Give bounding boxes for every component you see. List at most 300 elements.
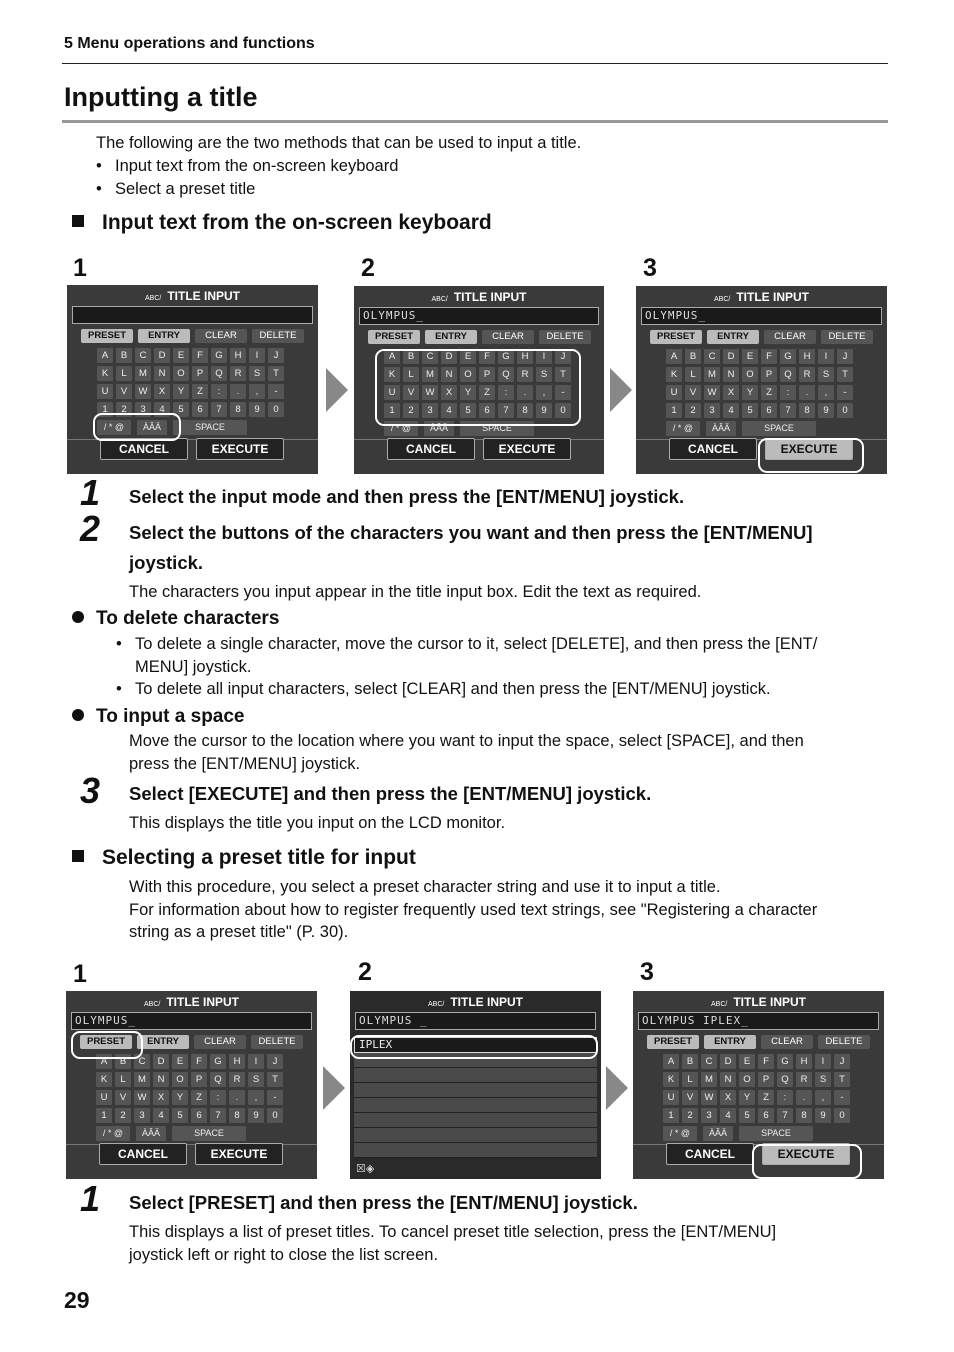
screen-title	[350, 995, 601, 1009]
key-.[interactable]: .	[229, 1090, 245, 1105]
tab-entry[interactable]: ENTRY	[704, 1035, 756, 1049]
key-Y[interactable]: Y	[739, 1090, 755, 1105]
key-Y[interactable]: Y	[742, 385, 758, 400]
key-V[interactable]: V	[403, 385, 419, 400]
key--[interactable]: -	[555, 385, 571, 400]
key-Q[interactable]: Q	[211, 366, 227, 381]
key-K[interactable]: K	[666, 367, 682, 382]
key-R[interactable]: R	[229, 1072, 245, 1087]
key-:[interactable]: :	[777, 1090, 793, 1105]
mode-key[interactable]: ÀÂÄ	[137, 420, 167, 435]
key-K[interactable]: K	[97, 366, 113, 381]
key-C[interactable]: C	[135, 348, 151, 363]
key-U[interactable]: U	[384, 385, 400, 400]
cancel-button[interactable]: CANCEL	[387, 438, 475, 460]
key-Q[interactable]: Q	[780, 367, 796, 382]
key-:[interactable]: :	[498, 385, 514, 400]
key-T[interactable]: T	[267, 1072, 283, 1087]
key-8[interactable]: 8	[517, 403, 533, 418]
key-6[interactable]: 6	[761, 403, 777, 418]
key-8[interactable]: 8	[230, 402, 246, 417]
step-note: The characters you input appear in the title input box. Edit the text as required.	[129, 583, 702, 601]
key-E[interactable]: E	[742, 349, 758, 364]
title-input-box[interactable]: OLYMPUS IPLEX_	[638, 1012, 879, 1030]
key-R[interactable]: R	[796, 1072, 812, 1087]
key-X[interactable]: X	[723, 385, 739, 400]
title-input-box[interactable]: OLYMPUS_	[359, 307, 599, 325]
key-T[interactable]: T	[834, 1072, 850, 1087]
title-input-box[interactable]: OLYMPUS_	[641, 307, 882, 325]
key-W[interactable]: W	[701, 1090, 717, 1105]
execute-button[interactable]: EXECUTE	[762, 1143, 850, 1165]
preset-list-row[interactable]	[354, 1083, 597, 1098]
key--[interactable]: -	[267, 1090, 283, 1105]
key-M[interactable]: M	[704, 367, 720, 382]
key-4[interactable]: 4	[720, 1108, 736, 1123]
key-L[interactable]: L	[685, 367, 701, 382]
dot-bullet-icon	[72, 611, 84, 623]
key-0[interactable]: 0	[268, 402, 284, 417]
key-W[interactable]: W	[704, 385, 720, 400]
abc-mode-label: ABC/	[431, 296, 448, 303]
key-Z[interactable]: Z	[479, 385, 495, 400]
key-S[interactable]: S	[248, 1072, 264, 1087]
key-5[interactable]: 5	[173, 402, 189, 417]
key-2[interactable]: 2	[682, 1108, 698, 1123]
key-1[interactable]: 1	[97, 402, 113, 417]
key-D[interactable]: D	[154, 348, 170, 363]
title-input-box[interactable]: OLYMPUS _	[355, 1012, 596, 1030]
screen-title-text: TITLE INPUT	[450, 995, 523, 1009]
key-M[interactable]: M	[135, 366, 151, 381]
key-L[interactable]: L	[682, 1072, 698, 1087]
tab-preset[interactable]: PRESET	[647, 1035, 699, 1049]
key-V[interactable]: V	[116, 384, 132, 399]
subheading-delete	[72, 608, 279, 630]
title-input-box[interactable]: OLYMPUS_	[71, 1012, 312, 1030]
running-header: 5 Menu operations and functions	[64, 35, 315, 52]
key-B[interactable]: B	[116, 348, 132, 363]
key--[interactable]: -	[268, 384, 284, 399]
mode-key[interactable]: SPACE	[172, 1126, 246, 1141]
step-text: Select [PRESET] and then press the [ENT/MENU] joystick.	[129, 1192, 638, 1213]
key-9[interactable]: 9	[818, 403, 834, 418]
method-item: • Input text from the on-screen keyboard	[115, 155, 398, 178]
cancel-button[interactable]: CANCEL	[669, 438, 757, 460]
key-J[interactable]: J	[834, 1054, 850, 1069]
header-rule	[62, 63, 888, 64]
key-P[interactable]: P	[758, 1072, 774, 1087]
key-E[interactable]: E	[173, 348, 189, 363]
execute-button[interactable]: EXECUTE	[195, 1143, 283, 1165]
key-9[interactable]: 9	[536, 403, 552, 418]
key-R[interactable]: R	[230, 366, 246, 381]
key-U[interactable]: U	[666, 385, 682, 400]
tab-preset[interactable]: PRESET	[80, 1035, 132, 1049]
key-4[interactable]: 4	[153, 1108, 169, 1123]
key-F[interactable]: F	[758, 1054, 774, 1069]
key-4[interactable]: 4	[441, 403, 457, 418]
tab-delete[interactable]: DELETE	[818, 1035, 870, 1049]
key-,[interactable]: ,	[248, 1090, 264, 1105]
execute-button[interactable]: EXECUTE	[765, 438, 853, 460]
key-O[interactable]: O	[739, 1072, 755, 1087]
tab-delete[interactable]: DELETE	[821, 330, 873, 344]
key-6[interactable]: 6	[758, 1108, 774, 1123]
key-2[interactable]: 2	[685, 403, 701, 418]
key-D[interactable]: D	[441, 349, 457, 364]
key-O[interactable]: O	[173, 366, 189, 381]
key-P[interactable]: P	[192, 366, 208, 381]
mode-key[interactable]: ÀÂÄ	[424, 421, 454, 436]
key-N[interactable]: N	[441, 367, 457, 382]
key-2[interactable]: 2	[116, 402, 132, 417]
cancel-button[interactable]: CANCEL	[100, 438, 188, 460]
key-Q[interactable]: Q	[210, 1072, 226, 1087]
screen-title	[636, 290, 887, 304]
tab-delete[interactable]: DELETE	[252, 329, 304, 343]
key-.[interactable]: .	[799, 385, 815, 400]
key-W[interactable]: W	[422, 385, 438, 400]
key-B[interactable]: B	[403, 349, 419, 364]
key-,[interactable]: ,	[815, 1090, 831, 1105]
preset-list-row[interactable]	[354, 1113, 597, 1128]
tab-preset[interactable]: PRESET	[81, 329, 133, 343]
tab-preset[interactable]: PRESET	[368, 330, 420, 344]
mode-key[interactable]: ÀÂÄ	[136, 1126, 166, 1141]
button-row	[67, 439, 318, 468]
key-5[interactable]: 5	[742, 403, 758, 418]
key-H[interactable]: H	[799, 349, 815, 364]
mode-key[interactable]: / * @	[666, 421, 700, 436]
execute-button[interactable]: EXECUTE	[196, 438, 284, 460]
tab-clear[interactable]: CLEAR	[764, 330, 816, 344]
key-I[interactable]: I	[536, 349, 552, 364]
step-note: This displays the title you input on the LCD monitor.	[129, 814, 506, 832]
mode-key[interactable]: ÀÂÄ	[706, 421, 736, 436]
key-E[interactable]: E	[739, 1054, 755, 1069]
key-Y[interactable]: Y	[173, 384, 189, 399]
key-H[interactable]: H	[229, 1054, 245, 1069]
key-Q[interactable]: Q	[777, 1072, 793, 1087]
key-C[interactable]: C	[422, 349, 438, 364]
key-M[interactable]: M	[422, 367, 438, 382]
key-Z[interactable]: Z	[761, 385, 777, 400]
preset-list-row[interactable]	[354, 1143, 597, 1158]
key-U[interactable]: U	[96, 1090, 112, 1105]
key-D[interactable]: D	[723, 349, 739, 364]
key-6[interactable]: 6	[192, 402, 208, 417]
key-7[interactable]: 7	[210, 1108, 226, 1123]
mode-key[interactable]: / * @	[384, 421, 418, 436]
screen-title	[67, 289, 318, 303]
key-A[interactable]: A	[384, 349, 400, 364]
key-B[interactable]: B	[115, 1054, 131, 1069]
key-I[interactable]: I	[249, 348, 265, 363]
key-E[interactable]: E	[172, 1054, 188, 1069]
tab-clear[interactable]: CLEAR	[195, 329, 247, 343]
key-8[interactable]: 8	[796, 1108, 812, 1123]
key-5[interactable]: 5	[172, 1108, 188, 1123]
abc-mode-label: ABC/	[710, 1001, 728, 1008]
screen-title-text: TITLE INPUT	[166, 995, 239, 1009]
key-N[interactable]: N	[154, 366, 170, 381]
key-Q[interactable]: Q	[498, 367, 514, 382]
key-R[interactable]: R	[799, 367, 815, 382]
key-.[interactable]: .	[796, 1090, 812, 1105]
key-,[interactable]: ,	[249, 384, 265, 399]
key-P[interactable]: P	[761, 367, 777, 382]
key-D[interactable]: D	[153, 1054, 169, 1069]
key-S[interactable]: S	[818, 367, 834, 382]
key-B[interactable]: B	[685, 349, 701, 364]
abc-mode-label: ABC/	[427, 1001, 445, 1008]
key-N[interactable]: N	[720, 1072, 736, 1087]
key--[interactable]: -	[837, 385, 853, 400]
tab-clear[interactable]: CLEAR	[761, 1035, 813, 1049]
key-H[interactable]: H	[796, 1054, 812, 1069]
tab-delete[interactable]: DELETE	[251, 1035, 303, 1049]
step-note: This displays a list of preset titles. To cancel preset title selection, press the [ENT/MENU]	[129, 1223, 777, 1241]
key-A[interactable]: A	[663, 1054, 679, 1069]
key-3[interactable]: 3	[701, 1108, 717, 1123]
key-V[interactable]: V	[115, 1090, 131, 1105]
mode-key[interactable]: SPACE	[742, 421, 816, 436]
figure-label: 2	[358, 958, 372, 986]
key-F[interactable]: F	[479, 349, 495, 364]
key-5[interactable]: 5	[460, 403, 476, 418]
key-O[interactable]: O	[460, 367, 476, 382]
key-G[interactable]: G	[780, 349, 796, 364]
key-2[interactable]: 2	[115, 1108, 131, 1123]
key-Z[interactable]: Z	[758, 1090, 774, 1105]
body-text: For information about how to register frequently used text strings, see "Registering a character	[129, 901, 818, 919]
screen-keyboard-mode	[67, 285, 318, 474]
key-8[interactable]: 8	[229, 1108, 245, 1123]
key-3[interactable]: 3	[134, 1108, 150, 1123]
key-6[interactable]: 6	[191, 1108, 207, 1123]
key-L[interactable]: L	[116, 366, 132, 381]
list-footer-icons: ☒◈	[356, 1163, 375, 1175]
key-J[interactable]: J	[268, 348, 284, 363]
key-H[interactable]: H	[517, 349, 533, 364]
key-J[interactable]: J	[555, 349, 571, 364]
key-C[interactable]: C	[701, 1054, 717, 1069]
key-I[interactable]: I	[248, 1054, 264, 1069]
key-G[interactable]: G	[498, 349, 514, 364]
key-1[interactable]: 1	[384, 403, 400, 418]
key-0[interactable]: 0	[267, 1108, 283, 1123]
key-T[interactable]: T	[268, 366, 284, 381]
key-.[interactable]: .	[230, 384, 246, 399]
key-M[interactable]: M	[701, 1072, 717, 1087]
key-2[interactable]: 2	[403, 403, 419, 418]
key-D[interactable]: D	[720, 1054, 736, 1069]
key-5[interactable]: 5	[739, 1108, 755, 1123]
key-K[interactable]: K	[96, 1072, 112, 1087]
page-number: 29	[64, 1287, 90, 1313]
key-B[interactable]: B	[682, 1054, 698, 1069]
key-8[interactable]: 8	[799, 403, 815, 418]
key-F[interactable]: F	[192, 348, 208, 363]
key-X[interactable]: X	[153, 1090, 169, 1105]
mode-key[interactable]: / * @	[663, 1126, 697, 1141]
key-0[interactable]: 0	[837, 403, 853, 418]
intro-text: The following are the two methods that can be used to input a title.	[96, 134, 582, 152]
key-J[interactable]: J	[267, 1054, 283, 1069]
figure-label: 1	[73, 254, 87, 282]
screen-title	[66, 995, 317, 1009]
key-E[interactable]: E	[460, 349, 476, 364]
key-C[interactable]: C	[134, 1054, 150, 1069]
key-1[interactable]: 1	[666, 403, 682, 418]
key-W[interactable]: W	[135, 384, 151, 399]
key-S[interactable]: S	[536, 367, 552, 382]
tab-entry[interactable]: ENTRY	[137, 1035, 189, 1049]
screen-title-text: TITLE INPUT	[736, 290, 809, 304]
cancel-button[interactable]: CANCEL	[666, 1143, 754, 1165]
key-N[interactable]: N	[153, 1072, 169, 1087]
step-text: Select the input mode and then press the [ENT/MENU] joystick.	[129, 486, 685, 507]
key-H[interactable]: H	[230, 348, 246, 363]
key-9[interactable]: 9	[815, 1108, 831, 1123]
key-O[interactable]: O	[172, 1072, 188, 1087]
key-:[interactable]: :	[211, 384, 227, 399]
mode-key[interactable]: SPACE	[739, 1126, 813, 1141]
tab-clear[interactable]: CLEAR	[194, 1035, 246, 1049]
key-M[interactable]: M	[134, 1072, 150, 1087]
key-X[interactable]: X	[720, 1090, 736, 1105]
mode-key[interactable]: ÀÂÄ	[703, 1126, 733, 1141]
key-1[interactable]: 1	[663, 1108, 679, 1123]
key-0[interactable]: 0	[834, 1108, 850, 1123]
key-X[interactable]: X	[441, 385, 457, 400]
key-K[interactable]: K	[663, 1072, 679, 1087]
key-T[interactable]: T	[837, 367, 853, 382]
key-T[interactable]: T	[555, 367, 571, 382]
key-X[interactable]: X	[154, 384, 170, 399]
key-I[interactable]: I	[815, 1054, 831, 1069]
key-1[interactable]: 1	[96, 1108, 112, 1123]
key-Z[interactable]: Z	[192, 384, 208, 399]
key-7[interactable]: 7	[777, 1108, 793, 1123]
key-W[interactable]: W	[134, 1090, 150, 1105]
preset-list-row[interactable]	[354, 1128, 597, 1143]
key-V[interactable]: V	[682, 1090, 698, 1105]
key-C[interactable]: C	[704, 349, 720, 364]
subheading-text: To input a space	[96, 706, 245, 727]
key-6[interactable]: 6	[479, 403, 495, 418]
key-G[interactable]: G	[211, 348, 227, 363]
key-7[interactable]: 7	[211, 402, 227, 417]
key-G[interactable]: G	[777, 1054, 793, 1069]
execute-button[interactable]: EXECUTE	[483, 438, 571, 460]
mode-tabs	[647, 1035, 874, 1049]
key-S[interactable]: S	[249, 366, 265, 381]
subheading-text: To delete characters	[96, 608, 280, 629]
key-9[interactable]: 9	[249, 402, 265, 417]
key-.[interactable]: .	[517, 385, 533, 400]
step-number: 1	[80, 472, 101, 513]
mode-key[interactable]: SPACE	[173, 420, 247, 435]
key-P[interactable]: P	[191, 1072, 207, 1087]
step-number: 3	[80, 770, 101, 811]
key-A[interactable]: A	[97, 348, 113, 363]
key-P[interactable]: P	[479, 367, 495, 382]
key-U[interactable]: U	[663, 1090, 679, 1105]
key-:[interactable]: :	[210, 1090, 226, 1105]
key-3[interactable]: 3	[422, 403, 438, 418]
screen-preset-select	[66, 991, 317, 1179]
key-3[interactable]: 3	[704, 403, 720, 418]
key-O[interactable]: O	[742, 367, 758, 382]
cancel-button[interactable]: CANCEL	[99, 1143, 187, 1165]
key-3[interactable]: 3	[135, 402, 151, 417]
key-Y[interactable]: Y	[460, 385, 476, 400]
mode-key[interactable]: SPACE	[460, 421, 534, 436]
key-K[interactable]: K	[384, 367, 400, 382]
key-F[interactable]: F	[191, 1054, 207, 1069]
key-U[interactable]: U	[97, 384, 113, 399]
tab-clear[interactable]: CLEAR	[482, 330, 534, 344]
title-input-box[interactable]	[72, 306, 313, 324]
key-S[interactable]: S	[815, 1072, 831, 1087]
key-4[interactable]: 4	[154, 402, 170, 417]
key-7[interactable]: 7	[780, 403, 796, 418]
arrow-right-icon	[326, 368, 348, 412]
square-bullet-icon	[72, 215, 84, 227]
key-I[interactable]: I	[818, 349, 834, 364]
key--[interactable]: -	[834, 1090, 850, 1105]
key-4[interactable]: 4	[723, 403, 739, 418]
key-A[interactable]: A	[666, 349, 682, 364]
screen-title-text: TITLE INPUT	[453, 290, 527, 304]
highlight-outline	[93, 413, 181, 441]
tab-entry[interactable]: ENTRY	[707, 330, 759, 344]
dot-bullet-icon	[72, 709, 84, 721]
key-7[interactable]: 7	[498, 403, 514, 418]
mode-key[interactable]: / * @	[96, 1126, 130, 1141]
preset-list-row[interactable]: IPLEX	[354, 1037, 597, 1053]
key-9[interactable]: 9	[248, 1108, 264, 1123]
key-R[interactable]: R	[517, 367, 533, 382]
key-A[interactable]: A	[96, 1054, 112, 1069]
tab-entry[interactable]: ENTRY	[138, 329, 190, 343]
key-L[interactable]: L	[115, 1072, 131, 1087]
section-heading-text: Input text from the on-screen keyboard	[102, 211, 492, 234]
key-,[interactable]: ,	[536, 385, 552, 400]
key-F[interactable]: F	[761, 349, 777, 364]
preset-list-row[interactable]	[354, 1098, 597, 1113]
preset-list-row[interactable]	[354, 1068, 597, 1083]
key-G[interactable]: G	[210, 1054, 226, 1069]
key-,[interactable]: ,	[818, 385, 834, 400]
bullet-text: • To delete all input characters, select [CLEAR] and then press the [ENT/MENU] joystick.	[135, 678, 771, 701]
key-V[interactable]: V	[685, 385, 701, 400]
key-L[interactable]: L	[403, 367, 419, 382]
key-:[interactable]: :	[780, 385, 796, 400]
tab-preset[interactable]: PRESET	[650, 330, 702, 344]
key-Y[interactable]: Y	[172, 1090, 188, 1105]
key-Z[interactable]: Z	[191, 1090, 207, 1105]
tab-entry[interactable]: ENTRY	[425, 330, 477, 344]
tab-delete[interactable]: DELETE	[539, 330, 591, 344]
figure-label: 3	[643, 254, 657, 282]
key-J[interactable]: J	[837, 349, 853, 364]
key-N[interactable]: N	[723, 367, 739, 382]
mode-key[interactable]: / * @	[97, 420, 131, 435]
key-0[interactable]: 0	[555, 403, 571, 418]
